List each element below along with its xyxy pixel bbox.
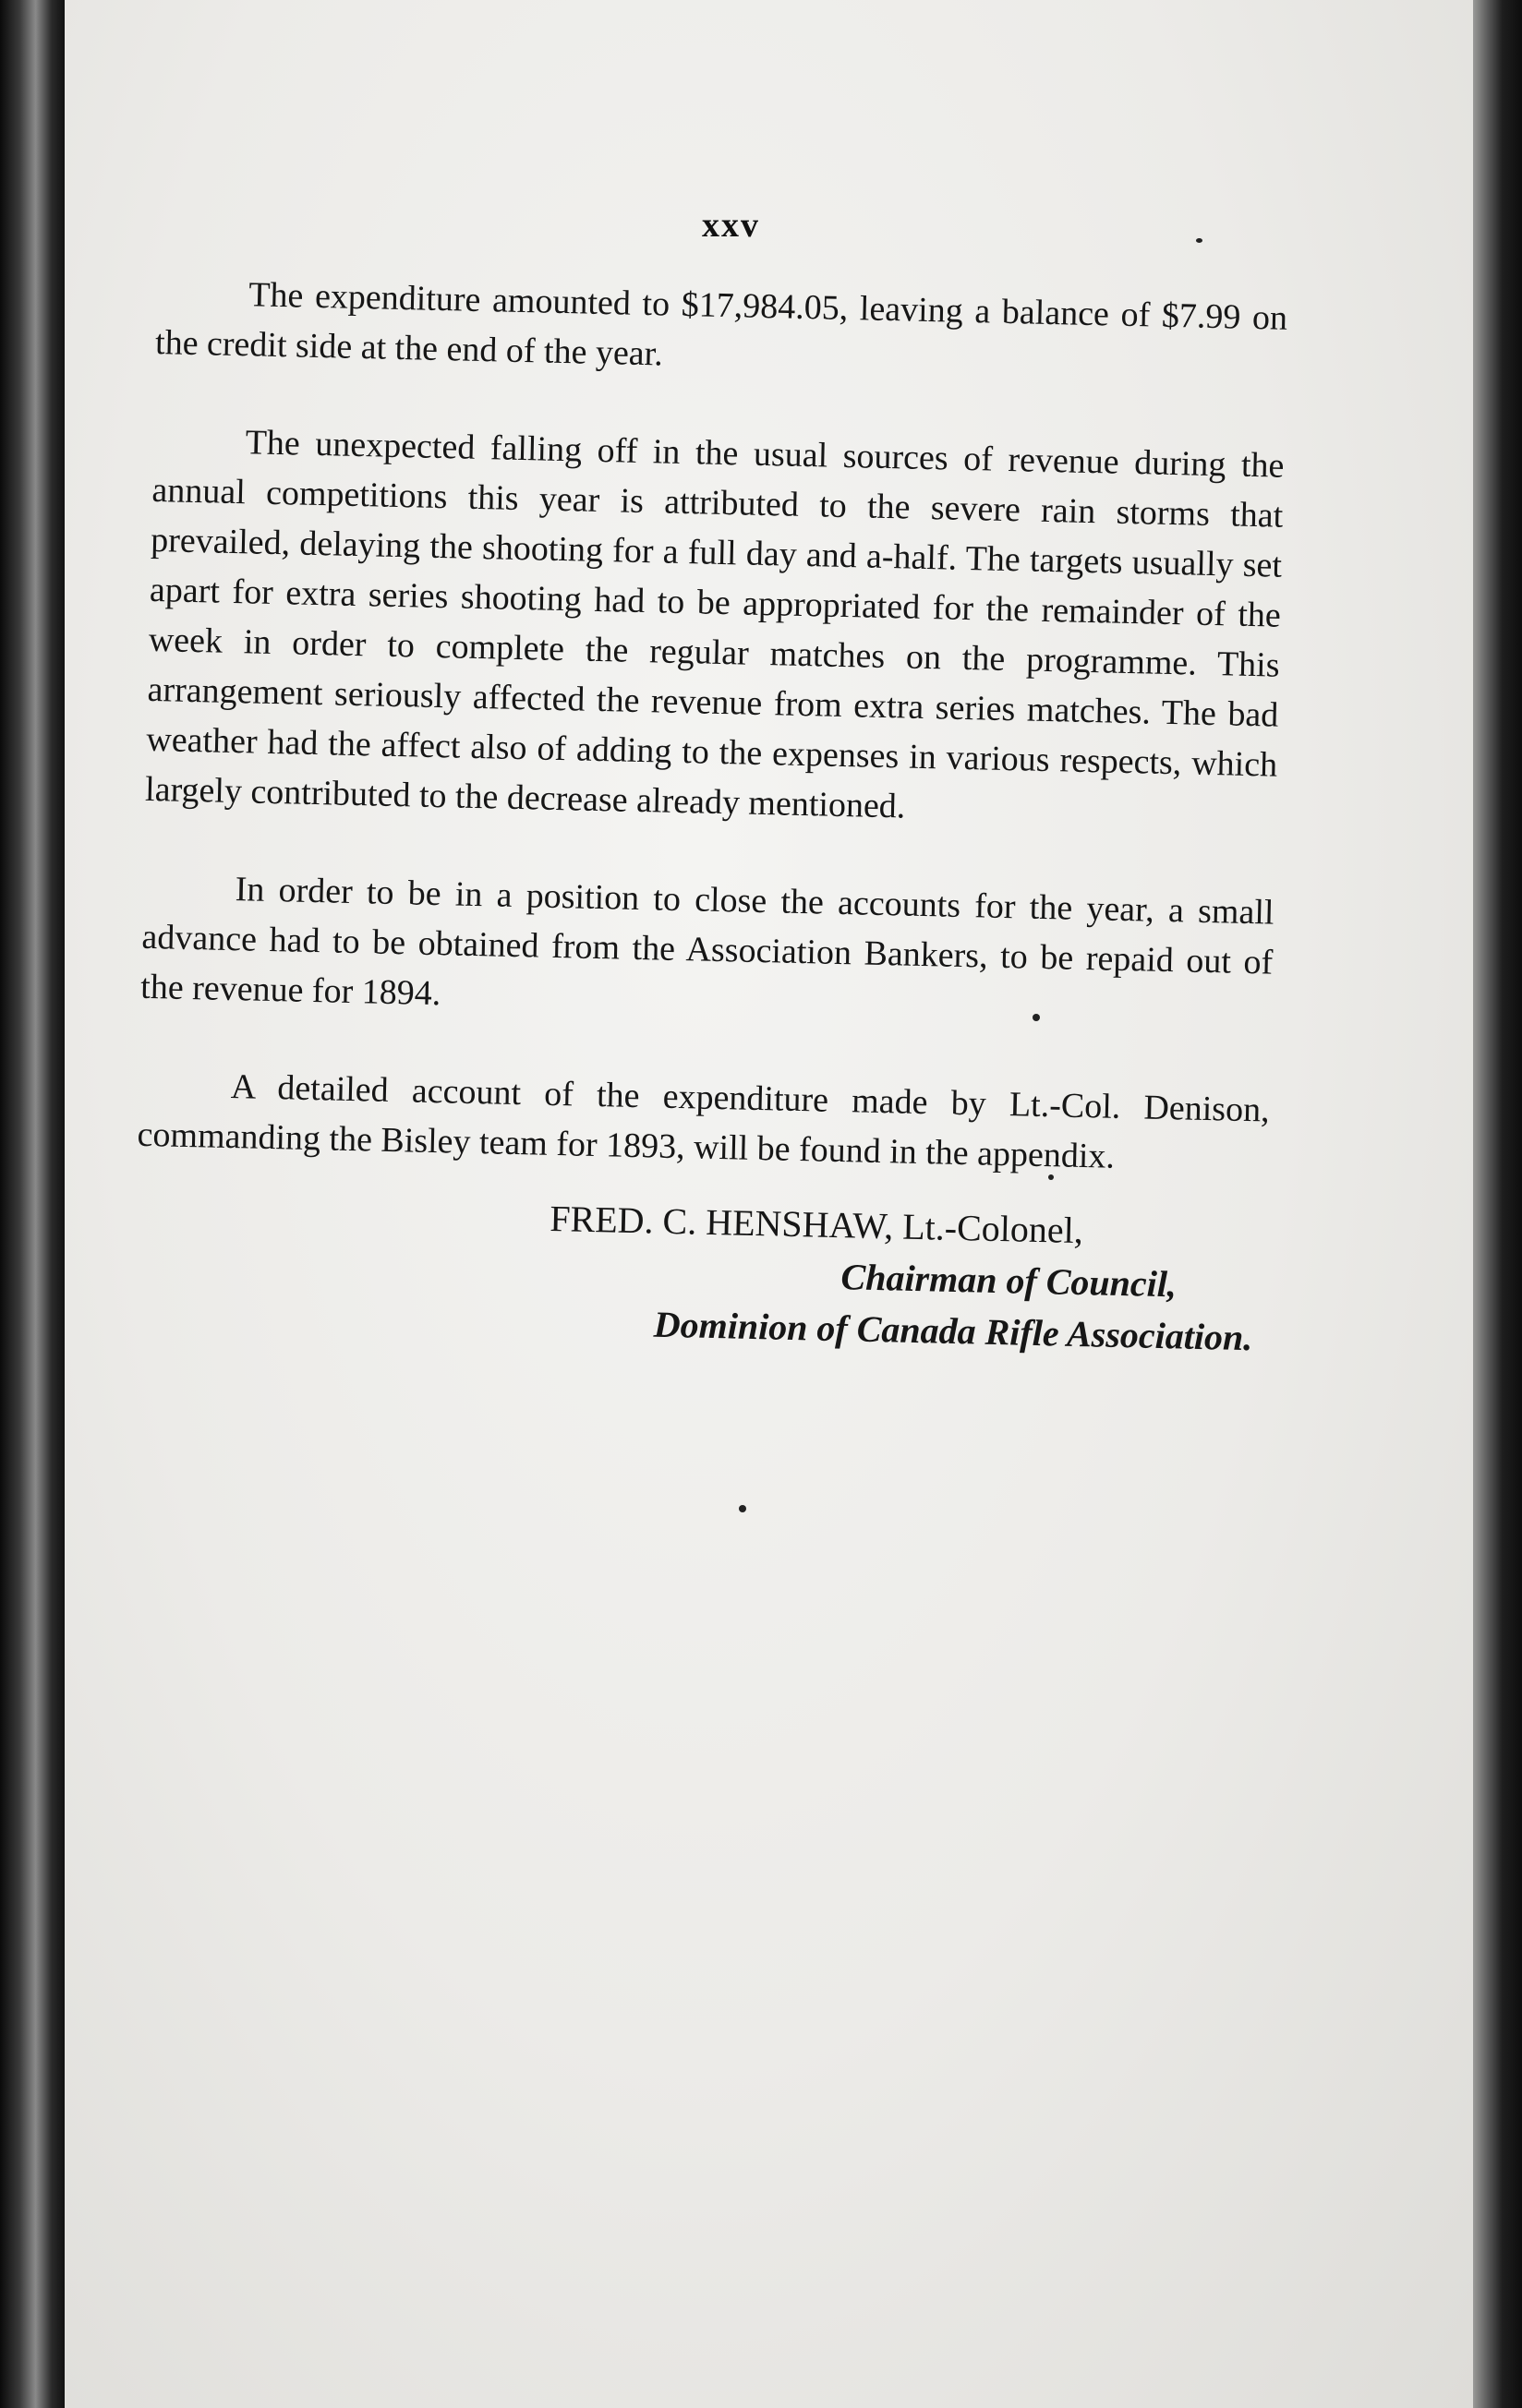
ink-speck bbox=[1196, 238, 1202, 243]
book-spine-edge bbox=[0, 0, 65, 2408]
page-number: xxv bbox=[702, 206, 760, 245]
body-text bbox=[136, 268, 1288, 1234]
paragraph-expenditure: The expenditure amounted to $17,984.05, leaving a balance of $7.99 on the credit side at the end of the year. bbox=[154, 275, 1288, 374]
paragraph-advance: In order to be in a position to close the accounts for the year, a small advance had to be obtained from the Association Bankers, to be repaid out of the revenue for 1894. bbox=[139, 870, 1274, 1014]
signatory-role: Chairman of Council, bbox=[840, 1256, 1178, 1306]
signature-block bbox=[547, 1193, 1289, 1365]
paragraph-bisley-account: A detailed account of the expenditure made by Lt.-Col. Denison, commanding the Bisley team for 1893, will be found in the appendix. bbox=[137, 1067, 1271, 1176]
page-stack-edge bbox=[1473, 0, 1522, 2408]
paragraph-revenue-decline: The unexpected falling off in the usual sources of revenue during the annual competitions this year is attributed to the severe rain storms that prevailed, delaying the shooting for a full day and a-half. The targets usually set apart for extra series shooting had to be appropriated for the remainder of the week in order to complete the regular matches on the programme. This arrangement seriously affected the revenue from extra series matches. The bad weather had the affect also of adding to the expenses in various respects, which largely contributed to the decrease already mentioned. bbox=[144, 423, 1285, 826]
ink-speck bbox=[739, 1505, 746, 1512]
signatory-organization: Dominion of Canada Rifle Association. bbox=[653, 1303, 1253, 1359]
signatory-name: FRED. C. HENSHAW, Lt.-Colonel, bbox=[549, 1197, 1084, 1252]
